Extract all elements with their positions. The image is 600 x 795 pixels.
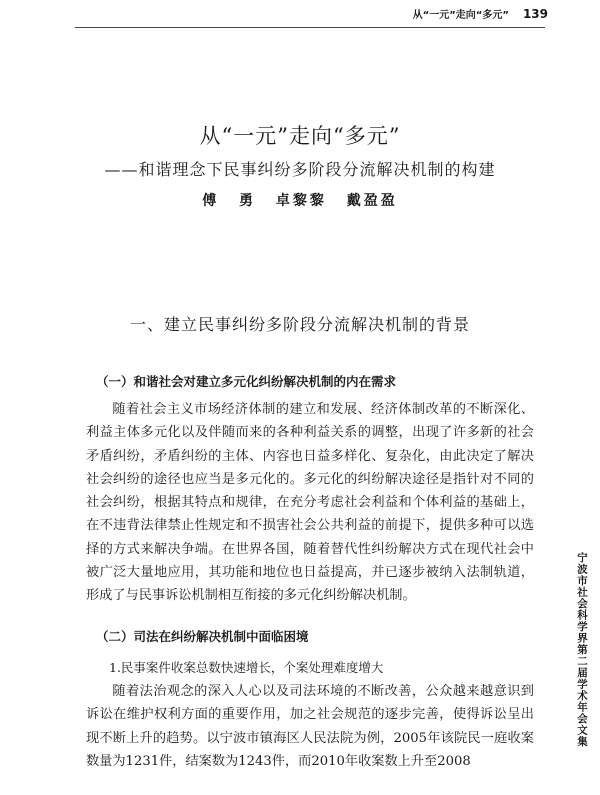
- running-title: 从“一元”走向“多元”: [412, 10, 509, 21]
- side-note: 宁波市社会科学界第二届学术年会文集: [576, 552, 588, 748]
- article-subtitle: ——和谐理念下民事纠纷多阶段分流解决机制的构建: [104, 160, 496, 179]
- page-number: 139: [522, 7, 548, 21]
- subsection-heading-2: （二）司法在纠纷解决机制中面临困境: [96, 629, 309, 644]
- article-authors: 傅 勇 卓黎黎 戴盈盈: [202, 193, 398, 209]
- paragraph-1: 随着社会主义市场经济体制的建立和发展、经济体制改革的不断深化、利益主体多元化以及伴随而来的各种利益关系的调整，出现了许多新的社会矛盾纠纷，矛盾纠纷的主体、内容也日益多样化、复杂化，由此决定了解决社会纠纷的途径也应当是多元化的。多元化的纠纷解决途径是指针对不同的社会纠纷，根据其特点和规律，在充分考虑社会利益和个体利益的基础上，在不违背法律禁止性规定和不损害社会公共利益的前提下，提供多种可以选择的方式来解决争端。在世界各国，随着替代性纠纷解决方式在现代社会中被广泛大量地应用，其功能和地位也日益提高，并已逐步被纳入法制轨道，形成了与民事诉讼机制相互衔接的多元化纠纷解决机制。: [86, 402, 534, 604]
- subsection-heading-1: （一）和谐社会对建立多元化纠纷解决机制的内在需求: [96, 374, 397, 389]
- section-heading: 一、建立民事纠纷多阶段分流解决机制的背景: [129, 315, 470, 334]
- article-title: 从“一元”走向“多元”: [199, 124, 401, 148]
- item-heading-1: 1.民事案件收案总数快速增长，个案处理难度增大: [109, 660, 384, 675]
- paragraph-2: 随着法治观念的深入人心以及司法环境的不断改善，公众越来越意识到诉讼在维护权利方面的重要作用，加之社会规范的逐步完善，使得诉讼呈出现不断上升的趋势。以宁波市镇海区人民法院为例，2005年该院民一庭收案数量为1231件，结案数为1243件，而2010年收案数上升至2008: [86, 684, 534, 769]
- header-rule: [75, 27, 545, 28]
- running-header: [413, 6, 548, 21]
